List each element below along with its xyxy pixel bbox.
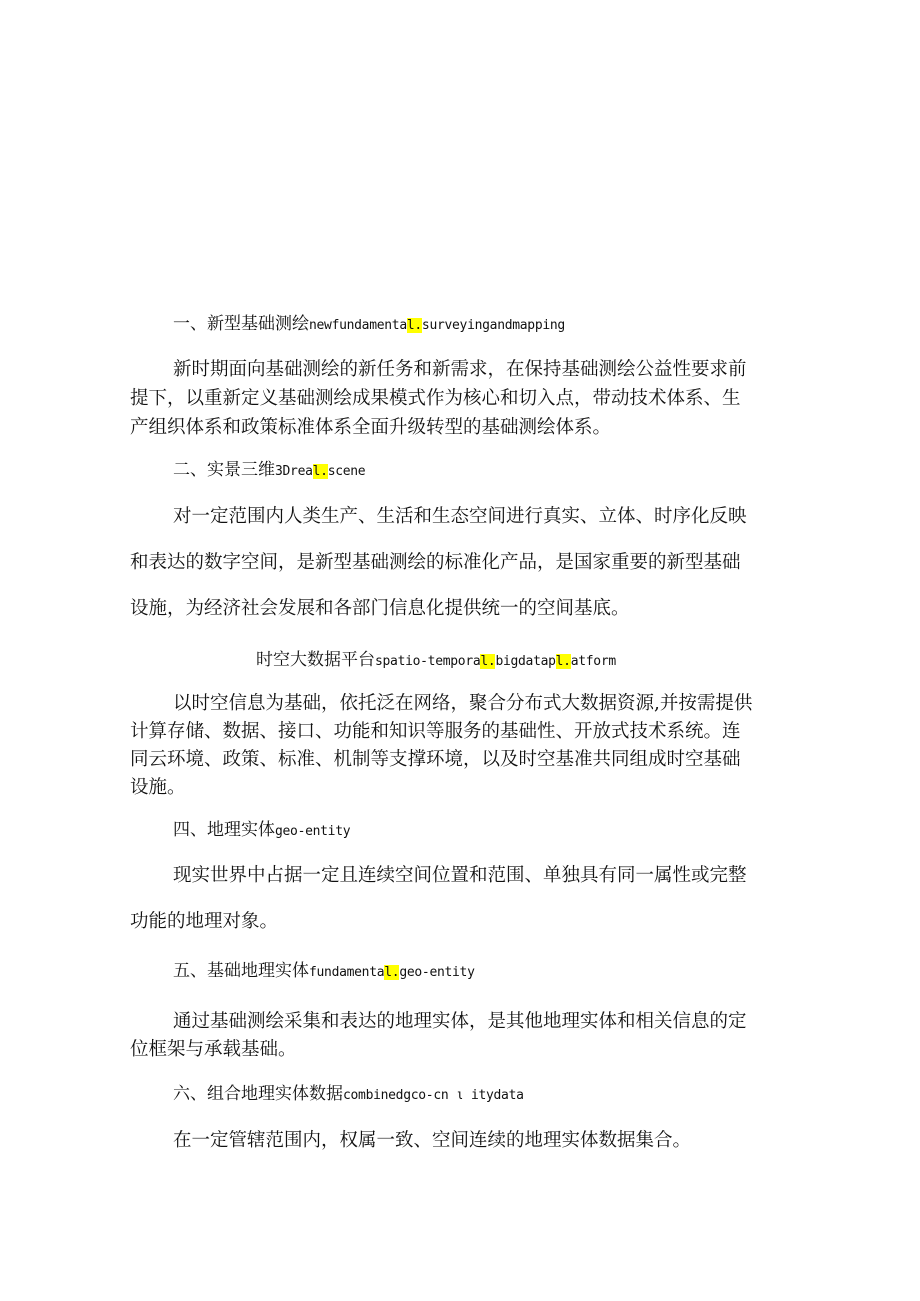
highlighted-text: l. <box>555 654 571 669</box>
highlighted-text: l. <box>384 965 400 980</box>
heading-en-part: atform <box>570 654 616 669</box>
body-line: 现实世界中占据一定且连续空间位置和范围、单独具有同一属性或完整 <box>173 865 747 886</box>
section-heading-en <box>309 965 475 980</box>
section-heading-cn: 四、地理实体 <box>173 820 275 840</box>
section-heading-en <box>309 318 565 333</box>
highlighted-text: l. <box>406 318 422 333</box>
heading-en-part: 3Drea <box>275 464 313 479</box>
heading-en-part: combinedgco-cn ι itydata <box>343 1088 524 1103</box>
section-heading-cn: 二、实景三维 <box>173 460 275 480</box>
body-line: 新时期面向基础测绘的新任务和新需求，在保持基础测绘公益性要求前 <box>173 359 747 380</box>
body-line: 位框架与承载基础。 <box>130 1039 297 1060</box>
section-heading-cn: 时空大数据平台 <box>256 650 375 670</box>
body-line: 提下，以重新定义基础测绘成果模式作为核心和切入点，带动技术体系、生 <box>130 388 741 409</box>
body-line: 对一定范围内人类生产、生活和生态空间进行真实、立体、时序化反映 <box>173 506 747 527</box>
section-1-heading <box>173 312 920 338</box>
section-heading-en <box>275 824 350 839</box>
section-6-heading <box>173 1082 920 1108</box>
heading-en-part: fundamenta <box>309 965 385 980</box>
highlighted-text: l. <box>480 654 496 669</box>
section-heading-en <box>343 1088 524 1103</box>
heading-en-part: geo-entity <box>399 965 475 980</box>
body-line: 通过基础测绘采集和表达的地理实体，是其他地理实体和相关信息的定 <box>173 1011 747 1032</box>
body-line: 以时空信息为基础，依托泛在网络，聚合分布式大数据资源,并按需提供 <box>173 693 753 714</box>
heading-en-part: spatio-tempora <box>375 654 481 669</box>
section-5-heading <box>173 959 920 985</box>
heading-en-part: bigdatap <box>495 654 556 669</box>
body-line: 设施。 <box>130 777 186 798</box>
section-heading-cn: 五、基础地理实体 <box>173 961 309 981</box>
section-heading-en <box>275 464 365 479</box>
body-line: 和表达的数字空间，是新型基础测绘的标准化产品，是国家重要的新型基础 <box>130 552 741 573</box>
heading-en-part: geo-entity <box>275 824 351 839</box>
section-heading-cn: 六、组合地理实体数据 <box>173 1084 343 1104</box>
highlighted-text: l. <box>312 464 328 479</box>
body-line: 同云环境、政策、标准、机制等支撑环境，以及时空基准共同组成时空基础 <box>130 749 741 770</box>
section-3-heading <box>256 648 920 674</box>
section-heading-en <box>375 654 616 669</box>
body-line: 在一定管辖范围内，权属一致、空间连续的地理实体数据集合。 <box>173 1130 692 1151</box>
body-line: 设施，为经济社会发展和各部门信息化提供统一的空间基底。 <box>130 598 630 619</box>
section-2-heading <box>173 458 920 484</box>
heading-en-part: scene <box>327 464 366 479</box>
section-heading-cn: 一、新型基础测绘 <box>173 314 309 334</box>
body-line: 计算存储、数据、接口、功能和知识等服务的基础性、开放式技术系统。连 <box>130 721 741 742</box>
heading-en-part: newfundamenta <box>309 318 407 333</box>
section-4-heading <box>173 818 920 844</box>
body-line: 功能的地理对象。 <box>130 911 279 932</box>
body-line: 产组织体系和政策标准体系全面升级转型的基础测绘体系。 <box>130 417 612 438</box>
heading-en-part: surveyingandmapping <box>421 318 565 333</box>
